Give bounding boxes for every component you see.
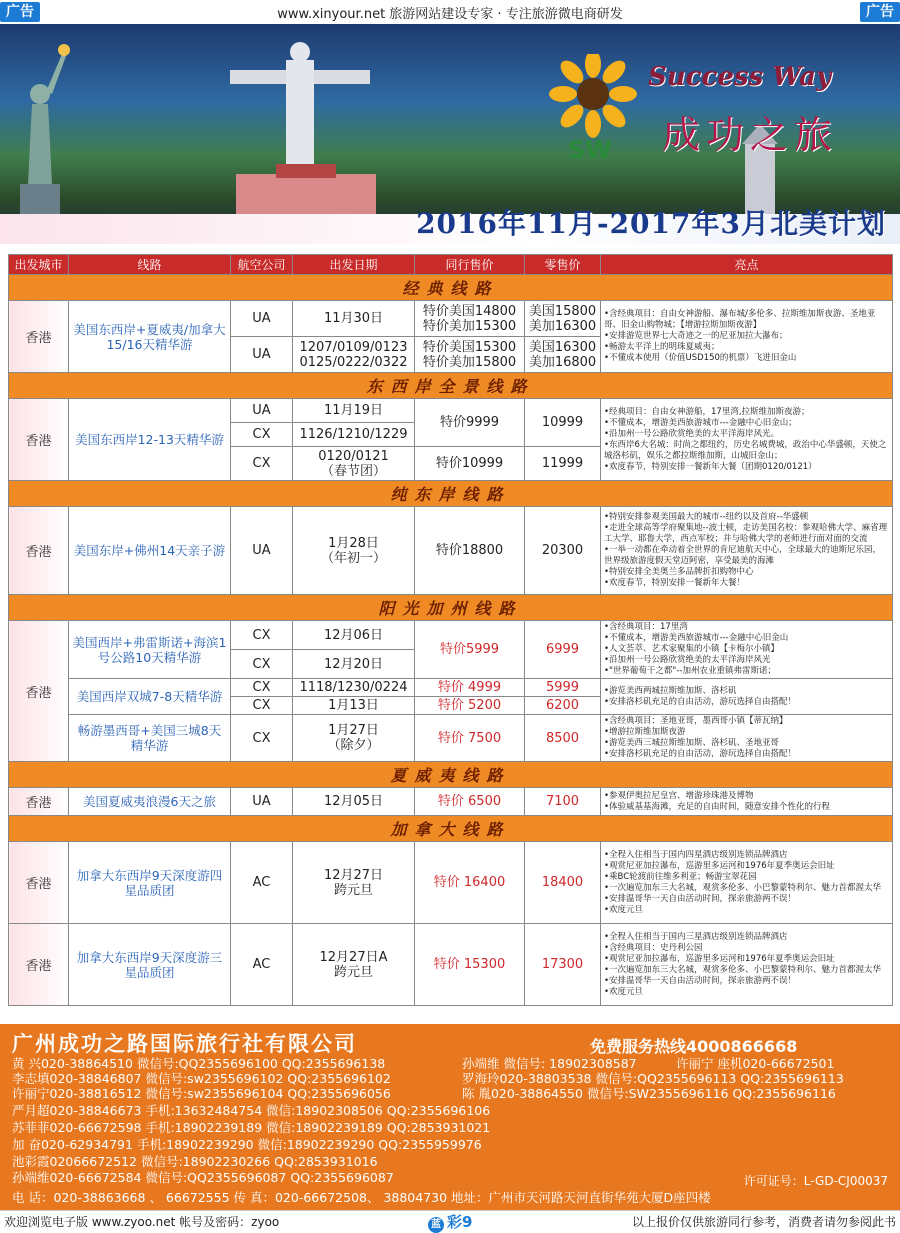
route-link[interactable]: 加拿大东西岸9天深度游四星品质团 — [69, 842, 231, 924]
bottom-bar — [0, 1210, 900, 1231]
page-number: 蓝 彩9 — [428, 1211, 472, 1233]
contact-line: 孙端维 微信号: 18902308587 — [462, 1056, 637, 1071]
blue-badge-icon: 蓝 — [428, 1217, 444, 1233]
highlights: •全程入住相当于国内三星酒店级别连锁品牌酒店 •含经典项目：史丹利公园 •观赏尼亚加拉瀑布，巡游里多运河和1976年夏季奥运会旧址 •一次遍览加东三大名城，观赏多伦多、小巴黎蒙特利尔、魅力首都渥太华 •安排温哥华一天自由活动时间，探亲旅游两不误！ •欢度元旦 — [601, 924, 893, 1006]
route-link[interactable]: 美国东西岸+夏威夷/加拿大15/16天精华游 — [69, 301, 231, 373]
table-row[interactable]: CX 12月20日 — [9, 650, 893, 679]
route-link[interactable]: 美国西岸双城7-8天精华游 — [69, 679, 231, 715]
site-slogan[interactable]: www.xinyour.net 旅游网站建设专家 · 专注旅游微电商研发 — [277, 6, 623, 22]
highlights: •含经典项目：圣地亚哥，墨西哥小镇【蒂瓦纳】 •增游拉斯维加斯夜游 •游览美西三城拉斯维加斯、洛杉矶、圣地亚哥 •安排洛杉矶充足的自由活动，游玩选择自由搭配！ — [601, 715, 893, 762]
table-row[interactable]: 香港 加拿大东西岸9天深度游三星品质团 AC 12月27日A 跨元旦 特价 15300 17300 •全程入住相当于国内三星酒店级别连锁品牌酒店 •含经典项目：史丹利公园 •观赏尼亚加拉瀑布，巡游里多运河和1976年夏季奥运会旧址 •一次遍览加东三大名城，观赏多伦多、小巴黎蒙特利尔、魅力首都渥太华 •安排温哥华一天自由活动时间，探亲旅游两不误！ •欢度元旦 — [9, 924, 893, 1006]
table-row[interactable]: 畅游墨西哥+美国三城8天精华游 CX 1月27日 （除夕） 特价 7500 8500 •含经典项目：圣地亚哥，墨西哥小镇【蒂瓦纳】 •增游拉斯维加斯夜游 •游览美西三城拉斯维加斯、洛杉矶、圣地亚哥 •安排洛杉矶充足的自由活动，游玩选择自由搭配！ — [9, 715, 893, 762]
contact-line: 严月超020-38846673 手机:13632484754 微信:18902308506 QQ:2355696106 — [12, 1103, 491, 1118]
route-link[interactable]: 美国东岸+佛州14天亲子游 — [69, 507, 231, 595]
highlights: •经典项目：自由女神游船，17里湾,拉斯维加斯夜游； •不懂成本，增游美西旅游城市---金融中心旧金山； •沿加州一号公路欣赏绝美的太平洋海岸风光。 •东西岸6大名城：时尚之都纽约，历史名城费城，政治中心华盛顿，天使之城洛杉矶，娱乐之都拉斯维加斯，山城旧金山； •欢度春节，特别安排一餐新年大餐（团期0120/0121） — [601, 399, 893, 481]
table-row[interactable]: 香港 美国东西岸+夏威夷/加拿大15/16天精华游 UA 11月30日 特价美国14800 特价美加15300 美国15800 美加16300 •含经典项目：自由女神游船、瀑布城/多伦多、拉斯维加斯夜游、圣地亚哥、旧金山购物城；【增游拉斯加斯夜游】 •安排游览世界七大奇迹之一的尼亚加拉大瀑布； •畅游太平洋上的明珠夏威夷； •不懂成本使用（价值USD150的机票）飞进旧金山 — [9, 301, 893, 337]
highlights: •含经典项目：自由女神游船、瀑布城/多伦多、拉斯维加斯夜游、圣地亚哥、旧金山购物城；【增游拉斯加斯夜游】 •安排游览世界七大奇迹之一的尼亚加拉大瀑布； •畅游太平洋上的明珠夏威夷； •不懂成本使用（价值USD150的机票）飞进旧金山 — [601, 301, 893, 373]
contact-line: 黄 兴020-38864510 微信号:QQ2355696100 QQ:2355696138 — [12, 1056, 386, 1071]
sunflower-icon — [548, 54, 638, 164]
plan-title: 2016年11月-2017年3月北美计划 — [416, 207, 886, 240]
header-highlights: 亮点 — [601, 255, 893, 275]
contact-line: 孙端维020-66672584 微信号:QQ2355696087 QQ:2355696087 — [12, 1170, 394, 1185]
header-date: 出发日期 — [293, 255, 415, 275]
table-row[interactable]: CX 0120/0121 （春节团） 特价10999 11999 — [9, 447, 893, 481]
hotline[interactable]: 免费服务热线4000866668 — [590, 1037, 798, 1056]
site-link[interactable]: 欢迎浏览电子版 www.zyoo.net 帐号及密码：zyoo — [4, 1215, 280, 1229]
route-link[interactable]: 美国东西岸12-13天精华游 — [69, 399, 231, 481]
header-route: 线路 — [69, 255, 231, 275]
section-east-coast: 纯东岸线路 — [9, 481, 893, 507]
svg-text:SW: SW — [568, 136, 612, 164]
route-link[interactable]: 美国西岸+弗雷斯诺+海滨1号公路10天精华游 — [69, 621, 231, 679]
header-trade-price: 同行售价 — [415, 255, 525, 275]
contact-line: 苏菲菲020-66672598 手机:18902239189 微信:18902239189 QQ:2853931021 — [12, 1120, 491, 1135]
contact-line: 陈 胤020-38864550 微信号:SW2355696116 QQ:2355696116 — [462, 1086, 836, 1101]
table-row[interactable]: 美国西岸双城7-8天精华游 CX 1118/1230/0224 特价 4999 5999 •游览美西两城拉斯维加斯、洛杉矶 •安排洛杉矶充足的自由活动，游玩选择自由搭配！ — [9, 679, 893, 697]
license-number: 许可证号：L-GD-CJ00037 — [743, 1174, 888, 1188]
table-row[interactable]: 香港 美国东西岸12-13天精华游 UA 11月19日 特价9999 10999 •经典项目：自由女神游船，17里湾,拉斯维加斯夜游； •不懂成本，增游美西旅游城市---金融中心旧金山； •沿加州一号公路欣赏绝美的太平洋海岸风光。 •东西岸6大名城：时尚之都纽约，历史名城费城，政治中心华盛顿，天使之城洛杉矶，娱乐之都拉斯维加斯，山城旧金山； •欢度春节，特别安排一餐新年大餐（团期0120/0121） — [9, 399, 893, 423]
section-hawaii: 夏威夷线路 — [9, 762, 893, 788]
section-california: 阳光加州线路 — [9, 595, 893, 621]
disclaimer: 以上报价仅供旅游同行参考，消费者请勿参阅此书 — [631, 1215, 896, 1229]
contact-line: 许丽宁 座机020-66672501 — [676, 1056, 835, 1071]
highlights: •游览美西两城拉斯维加斯、洛杉矶 •安排洛杉矶充足的自由活动，游玩选择自由搭配！ — [601, 679, 893, 715]
address-line: 电 话：020-38863668 、 66672555 传 真：020-66672508、 38804730 地址：广州市天河路天河直街华苑大厦D座四楼 — [12, 1190, 711, 1205]
table-row[interactable]: 香港 加拿大东西岸9天深度游四星品质团 AC 12月27日 跨元旦 特价 16400 18400 •全程入住相当于国内四星酒店级别连锁品牌酒店 •观赏尼亚加拉瀑布，巡游里多运河和1976年夏季奥运会旧址 •乘BC轮渡前往维多利亚；畅游宝翠花园 •一次遍览加东三大名城，观赏多伦多、小巴黎蒙特利尔、魅力首都渥太华 •安排温哥华一天自由活动时间，探亲旅游两不误！ •欢度元旦 — [9, 842, 893, 924]
table-row[interactable]: 香港 美国东岸+佛州14天亲子游 UA 1月28日 （年初一） 特价18800 20300 •特别安排参观美国最大的城市--纽约以及首府--华盛顿 •走进全球高等学府聚集地--波士顿，走访美国名校：参观哈佛大学、麻省理工大学、耶鲁大学，西点军校；并与哈佛大学的老师进行面对面的交流 •一举一动都在牵动着全世界的肯尼迪航天中心，全球最大的迪斯尼乐园，世界级旅游度假天堂迈阿密，享受最美的海滩 •特别安排全美奥兰多品牌折扣购物中心 •欢度春节，特别安排一餐新年大餐！ — [9, 507, 893, 595]
company-footer — [0, 1024, 900, 1210]
contact-line: 池彩霞02066672512 微信号:18902230266 QQ:2853931016 — [12, 1154, 378, 1169]
brand-name-en: Success Way — [648, 62, 832, 92]
top-bar — [0, 0, 900, 25]
company-name: 广州成功之路国际旅行社有限公司 — [12, 1032, 357, 1056]
table-row[interactable]: 香港 美国西岸+弗雷斯诺+海滨1号公路10天精华游 CX 12月06日 特价5999 6999 •含经典项目：17里湾 •不懂成本，增游美西旅游城市---金融中心旧金山 •人文荟萃、艺术家聚集的小镇【卡梅尔小镇】 •沿加州一号公路欣赏绝美的太平洋海岸风光 •"世界葡萄干之都"--加州农业重镇弗雷斯诺； — [9, 621, 893, 650]
section-canada: 加拿大线路 — [9, 816, 893, 842]
table-row[interactable]: CX 1月13日 特价 5200 6200 — [9, 697, 893, 715]
section-classic: 经典线路 — [9, 275, 893, 301]
section-east-west: 东西岸全景线路 — [9, 373, 893, 399]
contact-line: 李志填020-38846807 微信号:sw2355696102 QQ:2355696102 — [12, 1071, 391, 1086]
contact-line: 许丽宁020-38816512 微信号:sw2355696104 QQ:2355696056 — [12, 1086, 391, 1101]
ad-label-right[interactable]: 广告 — [860, 2, 900, 22]
highlights: •全程入住相当于国内四星酒店级别连锁品牌酒店 •观赏尼亚加拉瀑布，巡游里多运河和1976年夏季奥运会旧址 •乘BC轮渡前往维多利亚；畅游宝翠花园 •一次遍览加东三大名城，观赏多伦多、小巴黎蒙特利尔、魅力首都渥太华 •安排温哥华一天自由活动时间，探亲旅游两不误！ •欢度元旦 — [601, 842, 893, 924]
christ-statue-icon — [220, 30, 380, 180]
highlights: •含经典项目：17里湾 •不懂成本，增游美西旅游城市---金融中心旧金山 •人文荟萃、艺术家聚集的小镇【卡梅尔小镇】 •沿加州一号公路欣赏绝美的太平洋海岸风光 •"世界葡萄干之都"--加州农业重镇弗雷斯诺； — [601, 621, 893, 679]
header-airline: 航空公司 — [231, 255, 293, 275]
statue-of-liberty-icon — [0, 34, 80, 224]
highlights: •参观伊奥拉尼皇宫、增游珍珠港及博物 •体验威基基海滩，充足的自由时间，随意安排个性化的行程 — [601, 788, 893, 816]
brand-name-cn: 成功之旅 — [662, 113, 839, 157]
header-city: 出发城市 — [9, 255, 69, 275]
header-retail-price: 零售价 — [525, 255, 601, 275]
table-row[interactable]: CX 1126/1210/1229 — [9, 423, 893, 447]
table-header — [9, 255, 893, 275]
route-link[interactable]: 美国夏威夷浪漫6天之旅 — [69, 788, 231, 816]
route-link[interactable]: 畅游墨西哥+美国三城8天精华游 — [69, 715, 231, 762]
contact-line: 加 奋020-62934791 手机:18902239290 微信:18902239290 QQ:2355959976 — [12, 1137, 482, 1152]
highlights: •特别安排参观美国最大的城市--纽约以及首府--华盛顿 •走进全球高等学府聚集地--波士顿，走访美国名校：参观哈佛大学、麻省理工大学、耶鲁大学，西点军校；并与哈佛大学的老师进行面对面的交流 •一举一动都在牵动着全世界的肯尼迪航天中心，全球最大的迪斯尼乐园，世界级旅游度假天堂迈阿密，享受最美的海滩 •特别安排全美奥兰多品牌折扣购物中心 •欢度春节，特别安排一餐新年大餐！ — [601, 507, 893, 595]
brand-logo — [544, 54, 884, 174]
table-row[interactable]: UA 1207/0109/0123 0125/0222/0322 特价美国15300 特价美加15800 美国16300 美加16800 — [9, 337, 893, 373]
contact-line: 罗海玲020-38803538 微信号:QQ2355696113 QQ:2355696113 — [462, 1071, 844, 1086]
banner — [0, 24, 900, 244]
itinerary-table — [8, 254, 893, 1006]
ad-label-left[interactable]: 广告 — [0, 2, 40, 22]
table-row[interactable]: 香港 美国夏威夷浪漫6天之旅 UA 12月05日 特价 6500 7100 •参观伊奥拉尼皇宫、增游珍珠港及博物 •体验威基基海滩，充足的自由时间，随意安排个性化的行程 — [9, 788, 893, 816]
route-link[interactable]: 加拿大东西岸9天深度游三星品质团 — [69, 924, 231, 1006]
